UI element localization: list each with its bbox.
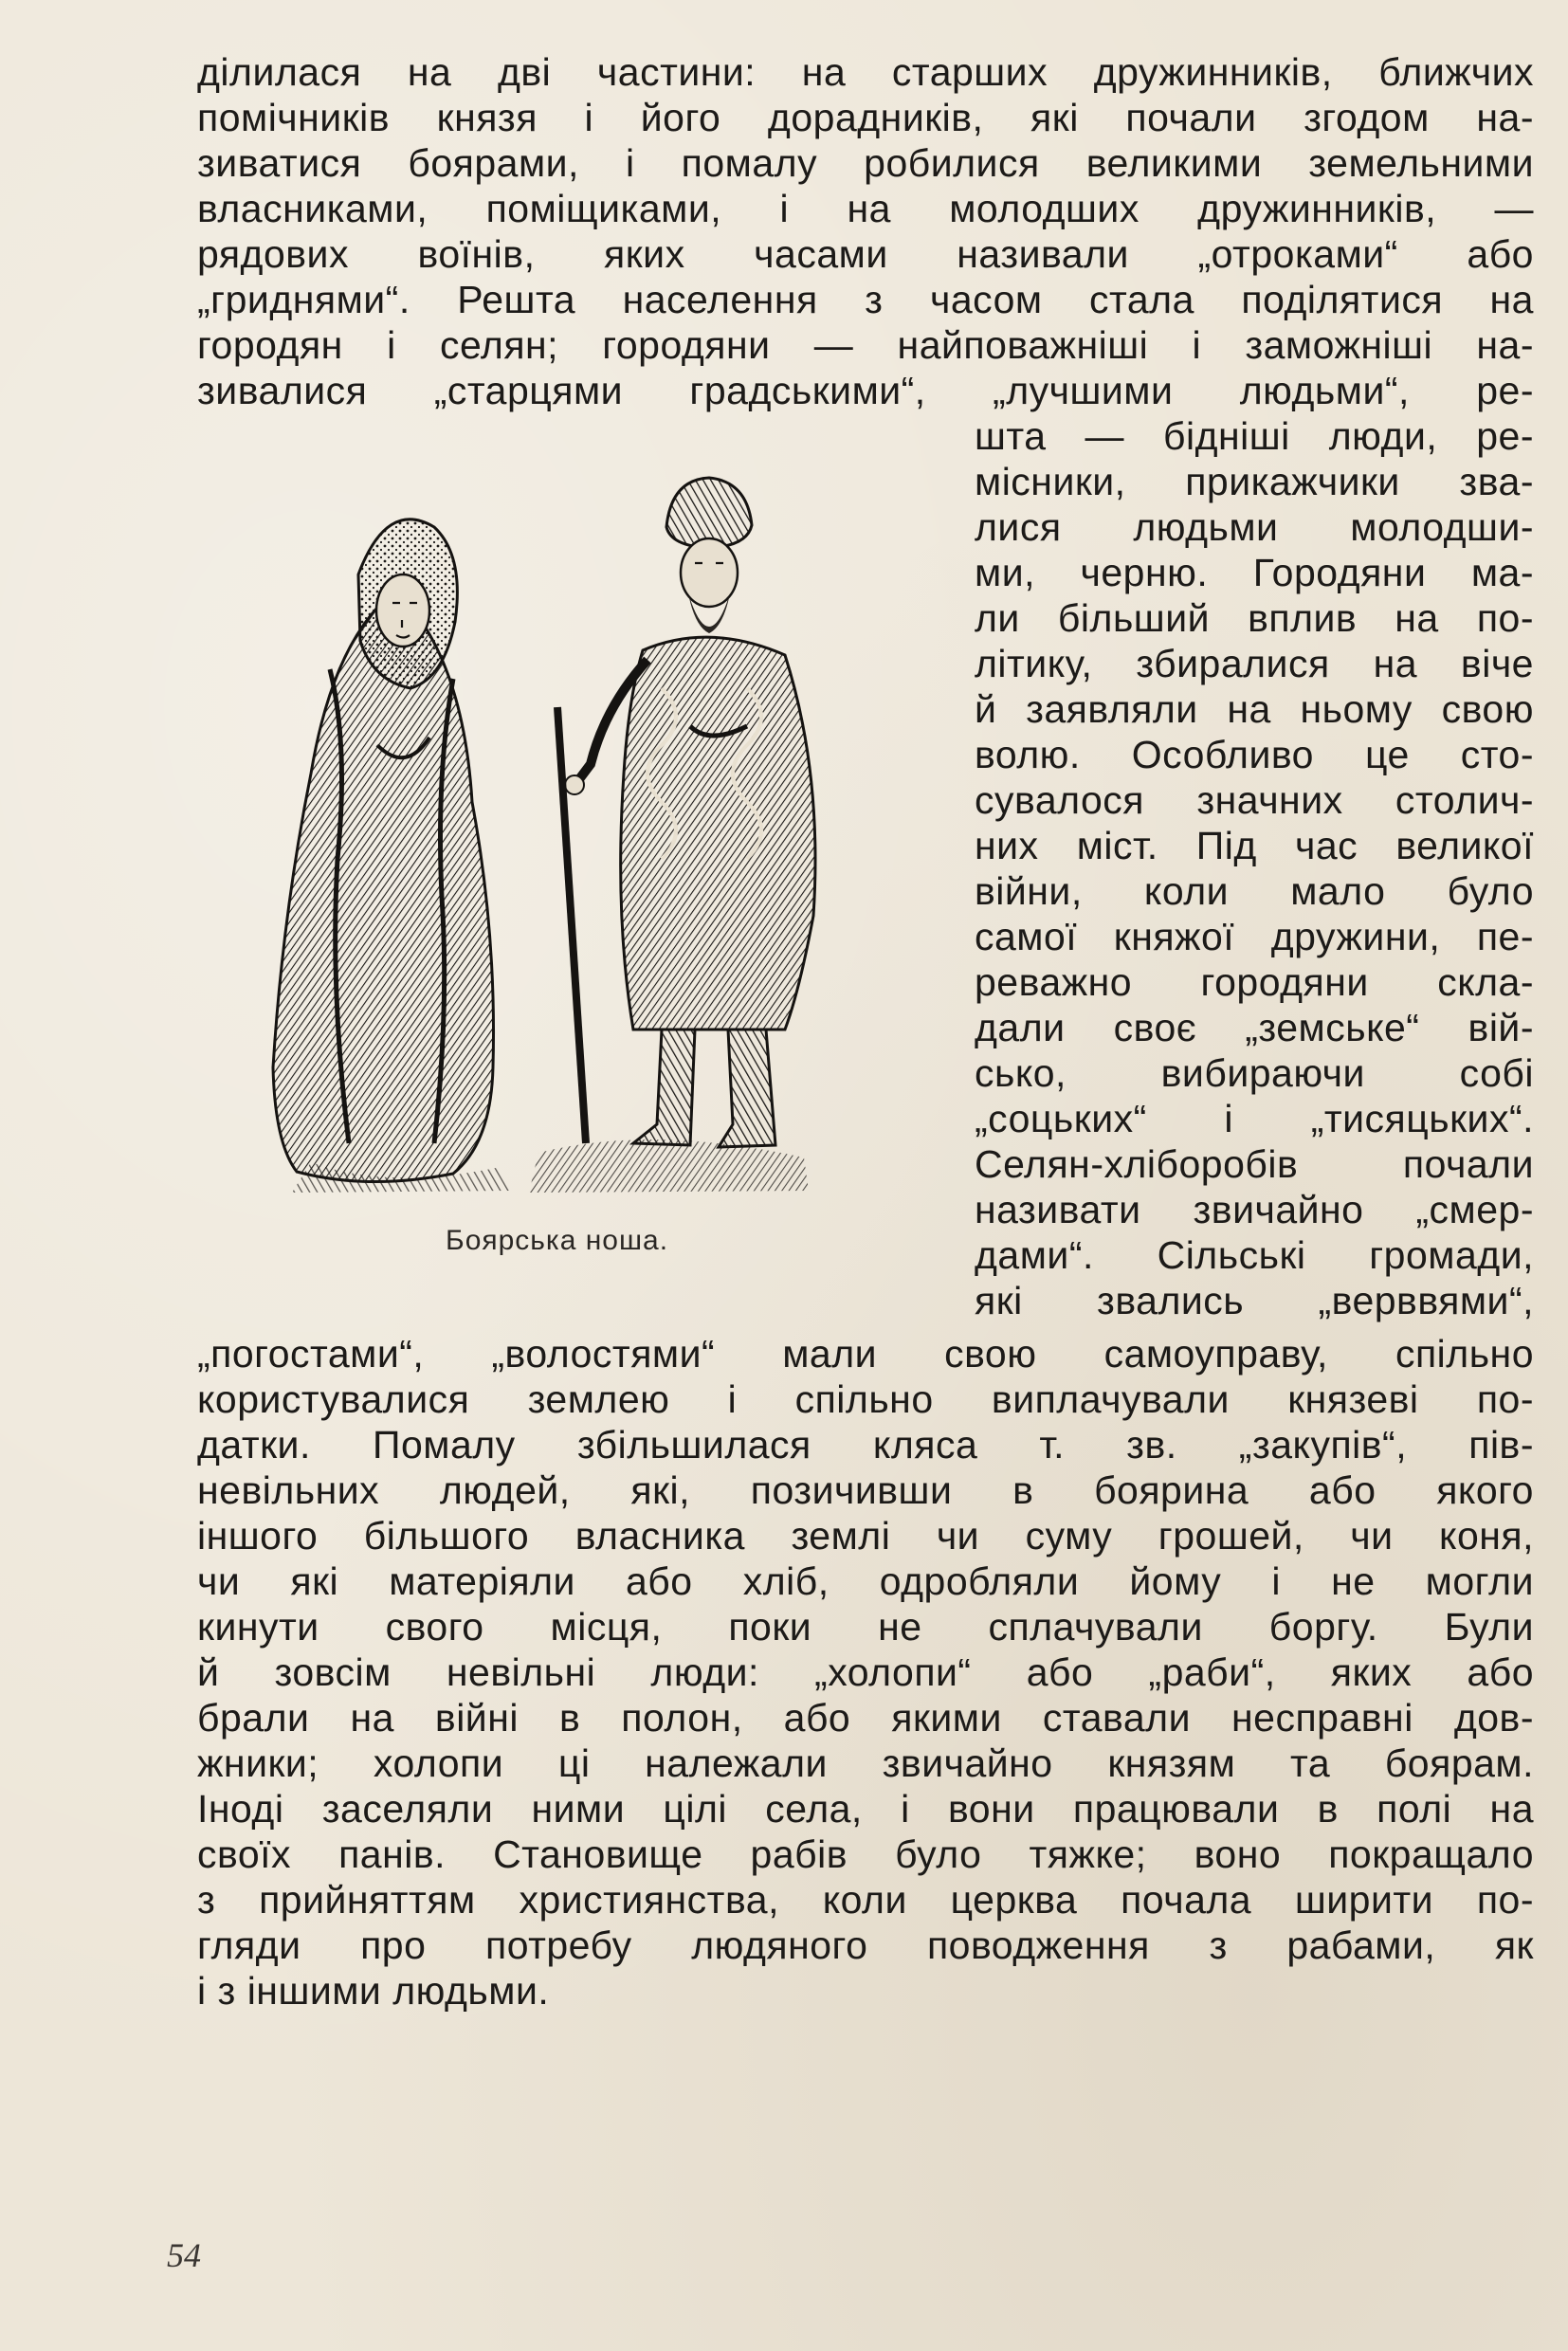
text-line: і з іншими людьми. [197, 1969, 550, 2013]
text-line: й зовсім невільні люди: „холопи“ або „раби“, яких або [197, 1650, 1534, 1694]
text-line: шта — бідніші люди, ре- [975, 414, 1534, 458]
text-line: дали своє „земське“ вій- [975, 1006, 1534, 1049]
text-line: помічників князя і його дорадників, які почали згодом на- [197, 96, 1534, 139]
text-line: самої княжої дружини, пе- [975, 915, 1534, 958]
text-line: невільних людей, які, позичивши в боярина або якого [197, 1468, 1534, 1512]
text-block-top [197, 49, 1534, 413]
text-line: сувалося значних столич- [975, 778, 1534, 822]
text-line: Селян-хліборобів почали [975, 1142, 1534, 1186]
text-line: літику, збиралися на віче [975, 642, 1534, 685]
text-line: дами“. Сільські громади, [975, 1233, 1534, 1277]
text-block-bottom [197, 1331, 1534, 2014]
text-line: й заявляли на ньому свою [975, 687, 1534, 731]
text-line: кинути свого місця, поки не сплачували боргу. Були [197, 1605, 1534, 1649]
text-line: ли більший вплив на по- [975, 596, 1534, 640]
text-line: „погостами“, „волостями“ мали свою самоуправу, спільно [197, 1332, 1534, 1376]
text-line: називати звичайно „смер- [975, 1188, 1534, 1231]
text-line: які звались „верввями“, [975, 1279, 1534, 1322]
text-line: гляди про потребу людяного поводження з рабами, як [197, 1923, 1534, 1967]
text-line: рядових воїнів, яких часами називали „отроками“ або [197, 232, 1534, 276]
text-line: лися людьми молодши- [975, 505, 1534, 549]
text-line: війни, коли мало було [975, 869, 1534, 913]
text-line: них міст. Під час великої [975, 824, 1534, 867]
text-line: сько, вибираючи собі [975, 1051, 1534, 1095]
text-line: брали на війні в полон, або якими ставали несправні дов- [197, 1696, 1534, 1740]
text-line: реважно городяни скла- [975, 960, 1534, 1004]
text-line: ми, черню. Городяни ма- [975, 551, 1534, 594]
text-line: власниками, поміщиками, і на молодших дружинників, — [197, 187, 1534, 230]
text-line: своїх панів. Становище рабів було тяжке; воно покращало [197, 1832, 1534, 1876]
text-line: волю. Особливо це сто- [975, 733, 1534, 776]
page-number: 54 [167, 2236, 201, 2274]
man-figure [529, 478, 815, 1193]
text-line: ділилася на дві частини: на старших дружинників, ближчих [197, 50, 1534, 94]
figure-caption: Боярська ноша. [446, 1225, 669, 1256]
text-line: чи які матеріяли або хліб, одробляли йому і не могли [197, 1559, 1534, 1603]
text-line: жники; холопи ці належали звичайно князям та боярам. [197, 1741, 1534, 1785]
text-line: користувалися землею і спільно виплачували князеві по- [197, 1377, 1534, 1421]
text-line: з прийняттям християнства, коли церква почала ширити по- [197, 1878, 1534, 1922]
text-line: зивалися „старцями градськими“, „лучшими людьми“, ре- [197, 369, 1534, 412]
text-line: „соцьких“ і „тисяцьких“. [975, 1097, 1534, 1140]
text-line: городян і селян; городяни — найповажніші і заможніші на- [197, 323, 1534, 367]
woman-figure [273, 519, 510, 1193]
text-line: зиватися боярами, і помалу робилися великими земельними [197, 141, 1534, 185]
text-line: датки. Помалу збільшилася кляса т. зв. „закупів“, пів- [197, 1423, 1534, 1467]
text-line: іншого більшого власника землі чи суму грошей, чи коня, [197, 1514, 1534, 1558]
text-line: „гриднями“. Решта населення з часом стала поділятися на [197, 278, 1534, 321]
boyar-costume-illustration [216, 461, 965, 1210]
text-line: Іноді заселяли ними цілі села, і вони працювали в полі на [197, 1787, 1534, 1831]
text-block-side [975, 413, 1534, 1323]
text-line: місники, прикажчики зва- [975, 460, 1534, 503]
